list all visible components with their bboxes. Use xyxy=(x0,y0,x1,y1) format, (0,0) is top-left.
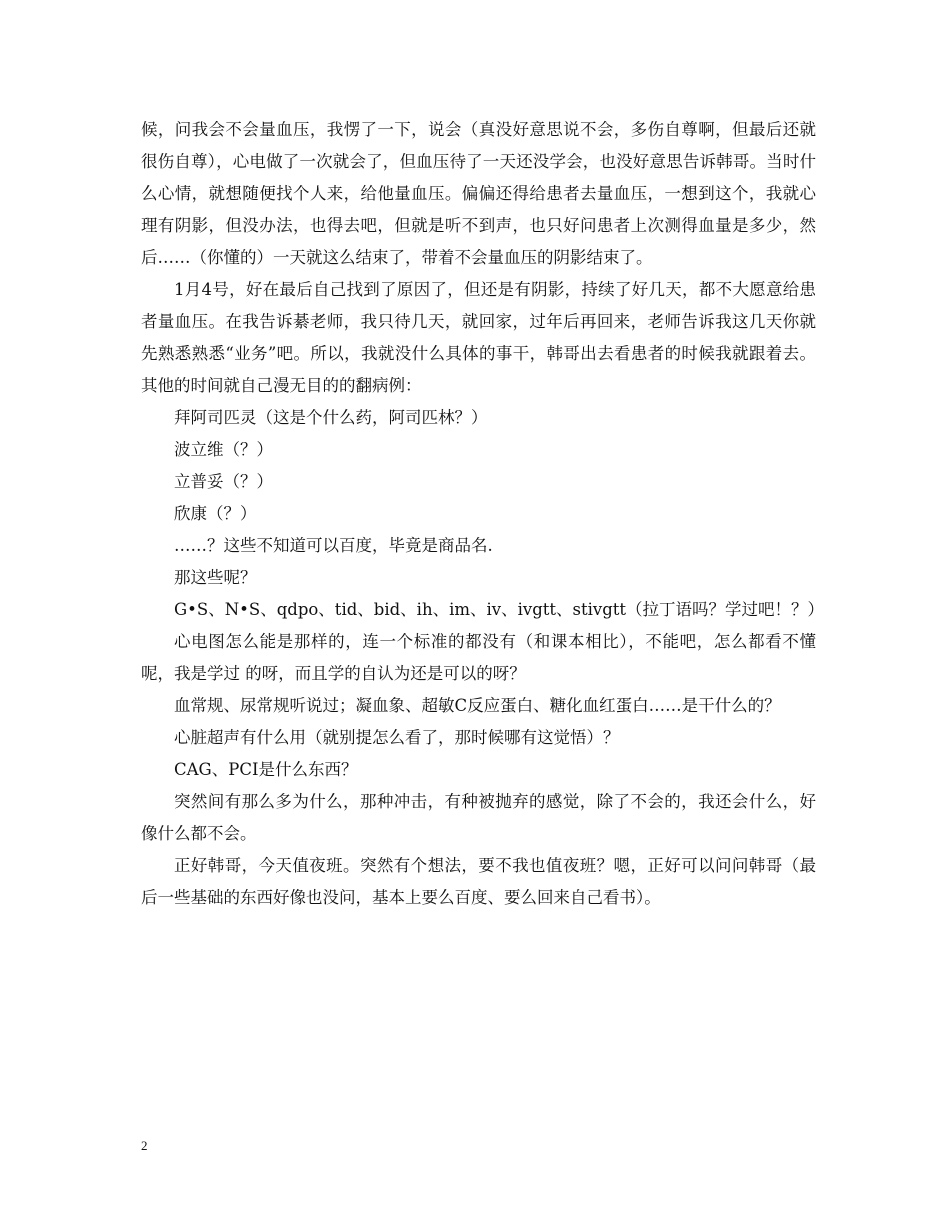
paragraph: 拜阿司匹灵（这是个什么药，阿司匹林？） xyxy=(174,408,488,427)
paragraph: 1月4号，好在最后自己找到了原因了，但还是有阴影，持续了好几天，都不大愿意给患者量血压。在我告诉綦老师，我只待几天，就回家，过年后再回来，老师告诉我这几天你就先熟悉熟悉“业务”吧。所以，我就没什么具体的事干，韩哥出去看患者的时候我就跟着去。其他的时间就自己漫无目的的翻病例： xyxy=(141,280,816,395)
paragraph: 波立维（？） xyxy=(174,440,273,459)
paragraph: ……？这些不知道可以百度，毕竟是商品名. xyxy=(174,536,493,555)
paragraph: 心电图怎么能是那样的，连一个标准的都没有（和课本相比），不能吧，怎么都看不懂呢，我是学过 的呀，而且学的自认为还是可以的呀？ xyxy=(141,632,816,683)
paragraph: 心脏超声有什么用（就别提怎么看了，那时候哪有这觉悟）？ xyxy=(174,728,620,747)
page-number: 2 xyxy=(141,1138,148,1153)
paragraph: 欣康（？） xyxy=(174,504,257,523)
body-text xyxy=(141,114,825,914)
paragraph: 立普妥（？） xyxy=(174,472,273,491)
paragraph: 那这些呢？ xyxy=(174,568,257,587)
paragraph: CAG、PCI是什么东西？ xyxy=(174,760,358,779)
paragraph: 突然间有那么多为什么，那种冲击，有种被抛弃的感觉，除了不会的，我还会什么，好像什么都不会。 xyxy=(141,792,816,843)
paragraph: 正好韩哥，今天值夜班。突然有个想法，要不我也值夜班？嗯，正好可以问问韩哥（最后一些基础的东西好像也没问，基本上要么百度、要么回来自己看书）。 xyxy=(141,856,816,907)
paragraph: 血常规、尿常规听说过；凝血象、超敏C反应蛋白、糖化血红蛋白……是干什么的？ xyxy=(174,696,781,715)
paragraph-continuation: 候，问我会不会量血压，我愣了一下，说会（真没好意思说不会，多伤自尊啊，但最后还就很伤自尊），心电做了一次就会了，但血压待了一天还没学会，也没好意思告诉韩哥。当时什么心情，就想随便找个人来，给他量血压。偏偏还得给患者去量血压，一想到这个，我就心理有阴影，但没办法，也得去吧，但就是听不到声，也只好问患者上次测得血量是多少，然后……（你懂的）一天就这么结束了，带着不会量血压的阴影结束了。 xyxy=(141,120,816,267)
paragraph: G•S、N•S、qdpo、tid、bid、ih、im、iv、ivgtt、stivgtt（拉丁语吗？学过吧！？） xyxy=(174,600,825,619)
